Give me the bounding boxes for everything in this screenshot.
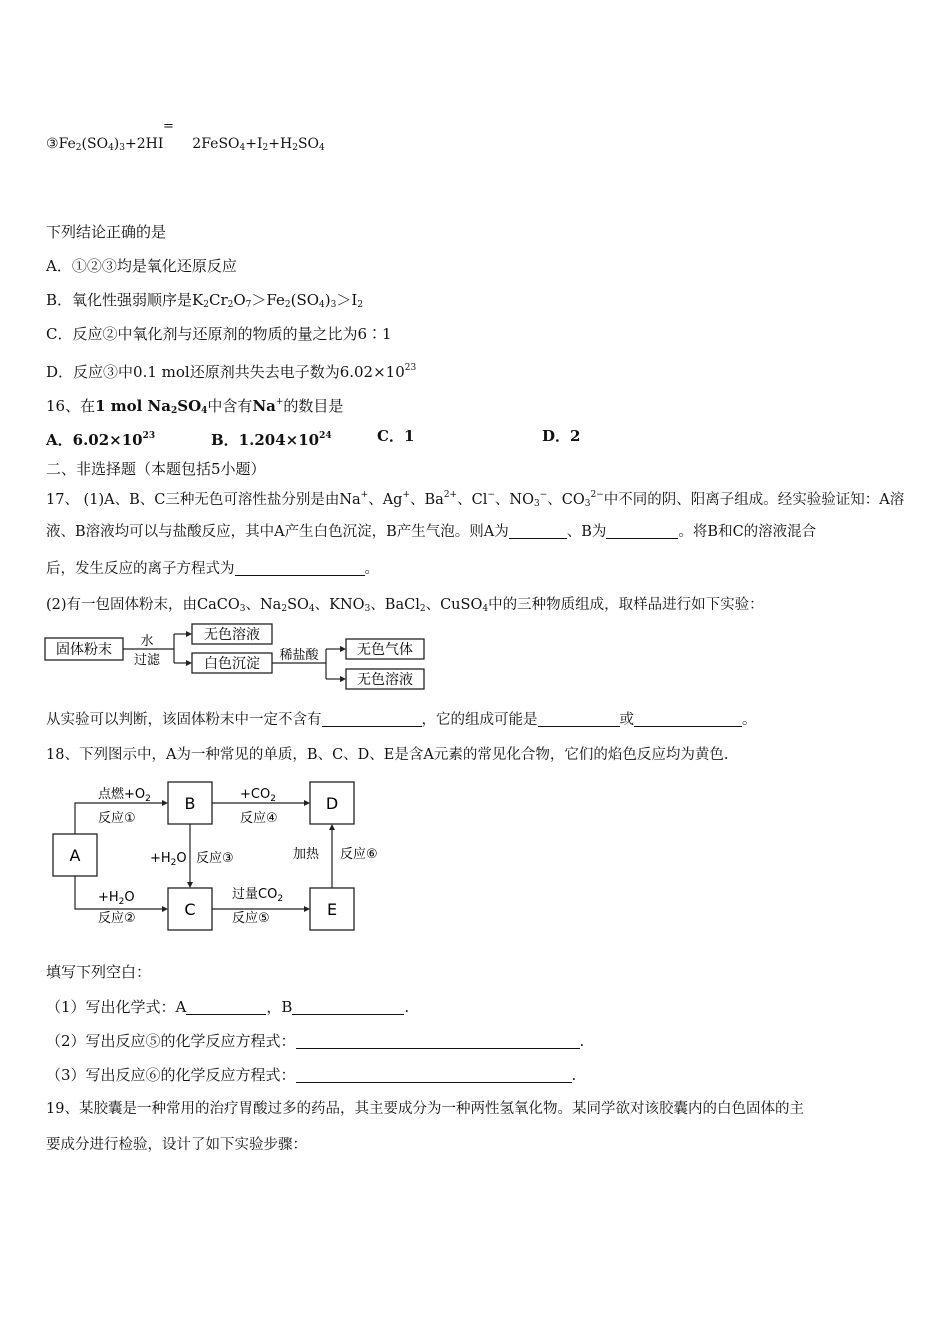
q16-option-d: D．2 bbox=[542, 427, 581, 445]
flow-gas-text: 无色气体 bbox=[357, 642, 413, 658]
q16-stem: 16、在1 mol $Na_2SO_4$中含有Na+的数目是 bbox=[46, 397, 344, 416]
q17-line-1: 17、 (1)A、B、C三种无色可溶性盐分别是由Na+、Ag+、$Ba^{2+}$、Cl−、$NO_3^-$、$CO_3^{2-}$中不同的阴、阳离子组成。经实验验证知：A溶 bbox=[46, 490, 905, 509]
node-b-label: B bbox=[184, 794, 196, 813]
q15-option-d: D．反应③中0.1 mol还原剂共失去电子数为$6.02\times 10^{23}$ bbox=[46, 363, 417, 381]
q19-line-1: 19、某胶囊是一种常用的治疗胃酸过多的药品，其主要成分为一种两性氢氧化物。某同学欲对该胶囊内的白色固体的主 bbox=[46, 1101, 804, 1117]
answer-blank-composition-1[interactable] bbox=[538, 712, 620, 727]
q17-line-2: 液、B溶液均可以与盐酸反应，其中A产生白色沉淀，B产生气泡。则A为 、B为 。将B和C的溶液混合 bbox=[46, 524, 817, 540]
flow-solution-2-text: 无色溶液 bbox=[357, 672, 413, 688]
q18-stem: 18、下列图示中，A为一种常见的单质，B、C、D、E是含A元素的常见化合物，它们的焰色反应均为黄色. bbox=[46, 747, 729, 763]
answer-blank-excluded[interactable] bbox=[322, 712, 422, 727]
q17-conclusion: 从实验可以判断，该固体粉末中一定不含有 ，它的组成可能是 或 。 bbox=[46, 712, 757, 728]
reaction-6-label: 反应⑥ bbox=[340, 847, 378, 862]
node-d-label: D bbox=[325, 794, 339, 813]
answer-blank-a[interactable] bbox=[509, 524, 567, 539]
flow-water-text: 水 bbox=[140, 634, 154, 649]
q17-flow-diagram bbox=[44, 623, 444, 693]
reaction-3-conditions: $+H_2O$ bbox=[150, 851, 187, 868]
answer-blank-formula-a[interactable] bbox=[186, 1000, 266, 1015]
reaction-2-conditions: $+H_2O$ bbox=[98, 890, 135, 907]
q18-sub-1: （1）写出化学式：A ，B . bbox=[46, 998, 410, 1016]
reaction-5-label: 反应⑤ bbox=[232, 911, 270, 926]
section-heading: 二、非选择题（本题包括5小题） bbox=[46, 460, 266, 478]
reaction-4-label: 反应④ bbox=[240, 811, 278, 826]
q16-option-b: B．$1.204\times 10^{24}$ bbox=[211, 431, 332, 449]
q16-option-a: A．$6.02\times 10^{23}$ bbox=[46, 431, 156, 449]
q18-reaction-diagram bbox=[50, 776, 400, 936]
q15-option-c: C．反应②中氧化剂与还原剂的物质的量之比为6∶1 bbox=[46, 325, 392, 343]
q18-sub-2: （2）写出反应⑤的化学反应方程式： . bbox=[46, 1032, 585, 1050]
q15-option-a: A．①②③均是氧化还原反应 bbox=[46, 257, 237, 275]
node-c-label: C bbox=[184, 900, 196, 919]
flow-precipitate-text: 白色沉淀 bbox=[204, 656, 260, 672]
answer-blank-reaction-5[interactable] bbox=[296, 1034, 580, 1049]
equation-3-sign: = bbox=[163, 119, 174, 134]
reaction-6-conditions: 加热 bbox=[293, 847, 320, 862]
answer-blank-reaction-6[interactable] bbox=[296, 1068, 572, 1083]
q15-option-b: B．氧化性强弱顺序是$K_2Cr_2O_7>Fe_2(SO_4)_3>I_2$ bbox=[46, 291, 364, 310]
reaction-4-conditions: $+CO_2$ bbox=[240, 787, 276, 804]
answer-blank-b[interactable] bbox=[606, 524, 678, 539]
node-e-label: E bbox=[326, 900, 338, 919]
flow-solution-1-text: 无色溶液 bbox=[204, 627, 260, 643]
equation-3: $③Fe_2(SO_4)_3+2HI$ $2FeSO_4+I_2+H_2SO_4$ bbox=[46, 136, 325, 153]
q18-sub-3: （3）写出反应⑥的化学反应方程式： . bbox=[46, 1066, 577, 1084]
flow-acid-text: 稀盐酸 bbox=[279, 648, 319, 663]
q16-option-c: C．1 bbox=[377, 427, 415, 445]
reaction-1-conditions: 点燃$+O_2$ bbox=[98, 787, 151, 804]
answer-blank-composition-2[interactable] bbox=[634, 712, 742, 727]
flow-filter-text: 过滤 bbox=[133, 653, 161, 668]
q17-line-3: 后，发生反应的离子方程式为 。 bbox=[46, 561, 379, 577]
q19-line-2: 要成分进行检验，设计了如下实验步骤： bbox=[46, 1137, 307, 1153]
answer-blank-formula-b[interactable] bbox=[292, 1000, 404, 1015]
q17-part-2: (2)有一包固体粉末，由CaCO$_3$、$Na_2SO_4$、$KNO_3$、BaCl$_2$、CuSO$_4$中的三种物质组成，取样品进行如下实验： bbox=[46, 597, 764, 614]
answer-blank-ionic-equation[interactable] bbox=[235, 561, 365, 576]
reaction-5-conditions: 过量$CO_2$ bbox=[232, 887, 284, 904]
q18-fill-instruction: 填写下列空白： bbox=[46, 963, 152, 981]
reaction-1-label: 反应① bbox=[98, 811, 136, 826]
reaction-2-label: 反应② bbox=[98, 911, 136, 926]
flow-solid-text: 固体粉末 bbox=[56, 642, 112, 658]
reaction-3-label: 反应③ bbox=[196, 851, 234, 866]
node-a-label: A bbox=[69, 846, 81, 865]
q15-prompt: 下列结论正确的是 bbox=[46, 223, 167, 241]
